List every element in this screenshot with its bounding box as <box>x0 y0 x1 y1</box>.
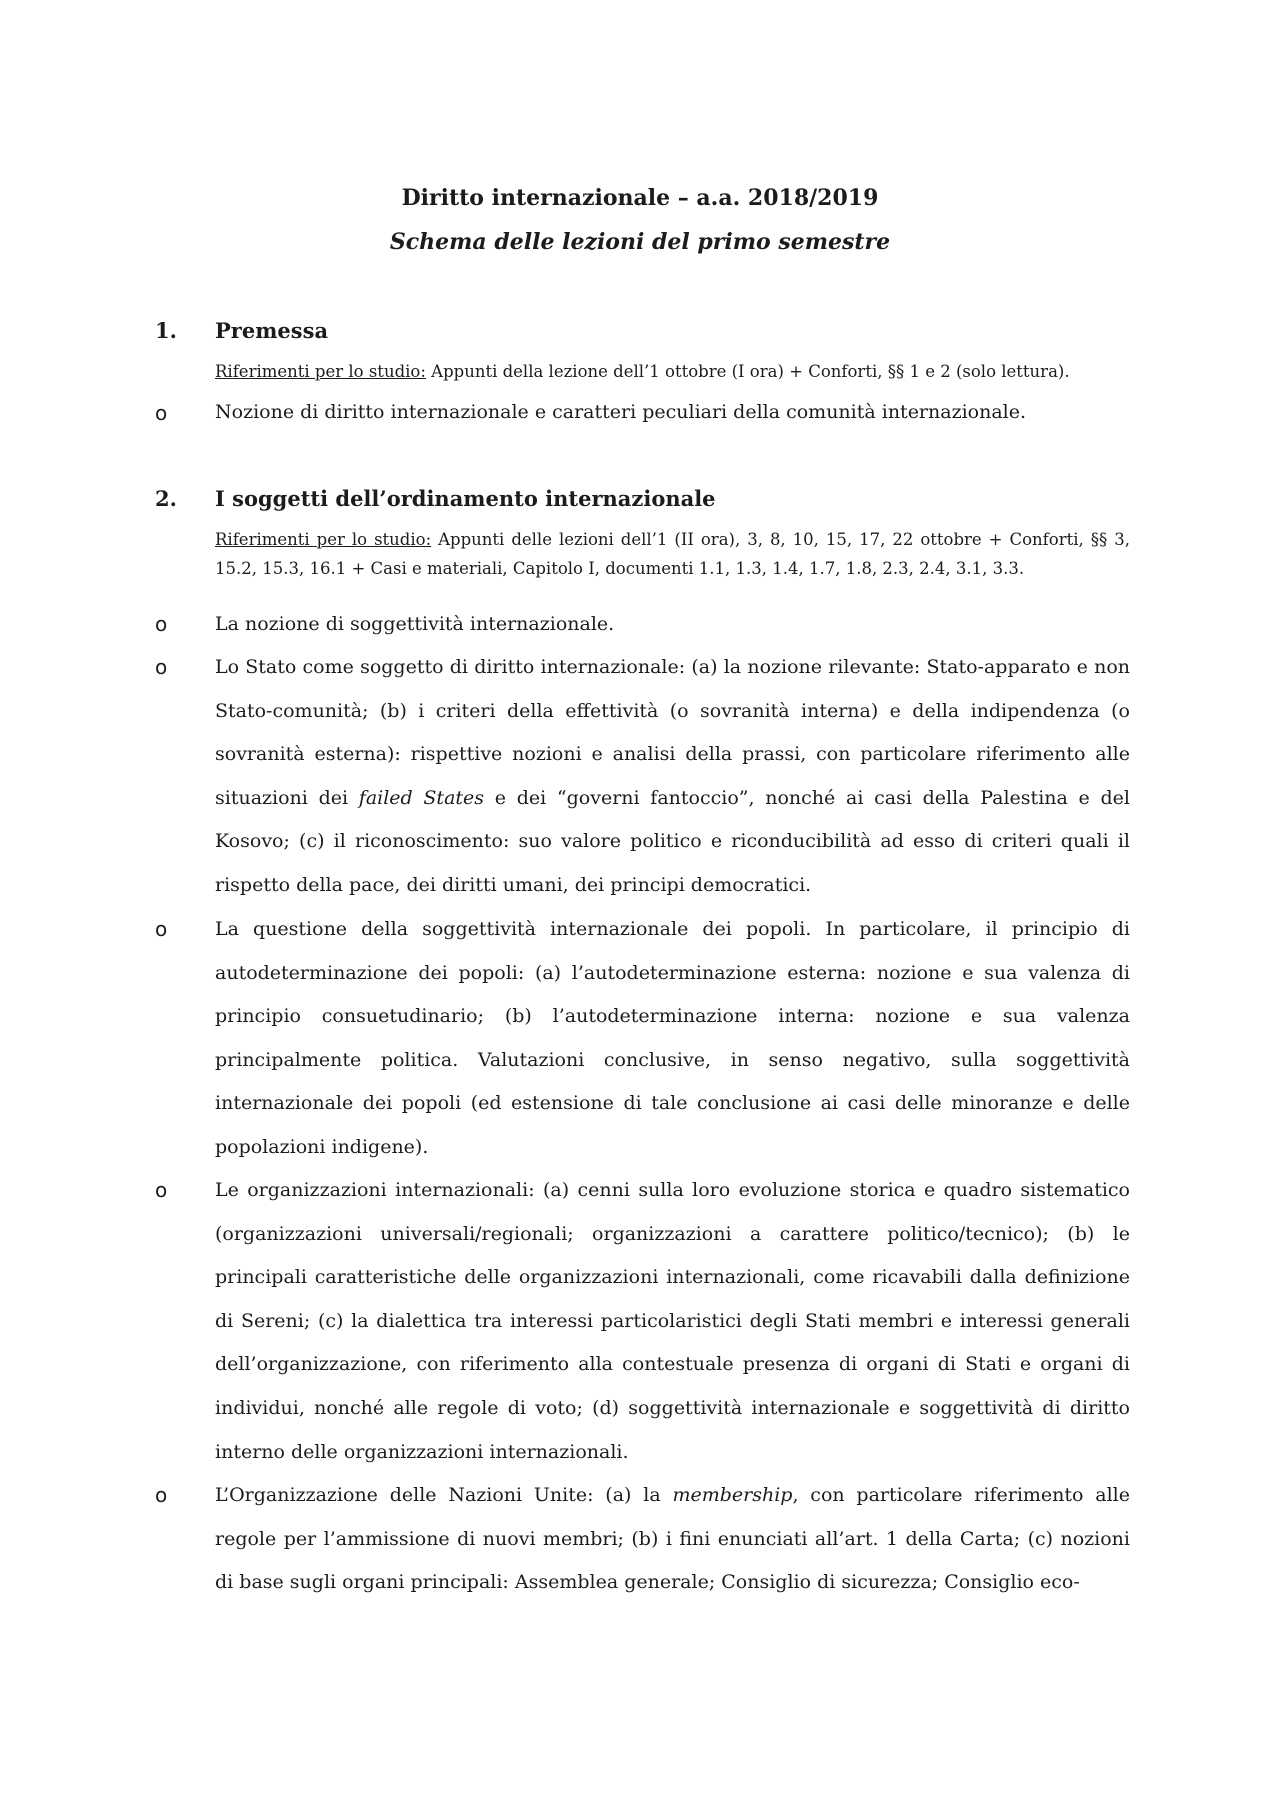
bullet-icon: o <box>155 917 168 941</box>
bullet-icon: o <box>155 655 168 679</box>
document-title: Diritto internazionale – a.a. 2018/2019 <box>401 185 879 211</box>
bullet-icon: o <box>155 1483 168 1507</box>
item-emphasis: membership <box>672 1484 793 1506</box>
list-item: Le organizzazioni internazionali: (a) cenni sulla loro evoluzione storica e quadro sistematico (organizzazioni universali/regionali; organizzazioni a carattere politico/tecnico); (b) le principali caratteristiche delle organizzazioni internazionali, come ricavabili dalla definizione di Sereni; (c) la dialettica tra interessi particolaristici degli Stati membri e interessi generali dell’organizzazione, con riferimento alla contestuale presenza di organi di Stati e organi di individui, nonché alle regole di voto; (d) soggettività internazionale e soggettività di diritto interno delle organizzazioni internazionali. <box>215 1179 1130 1463</box>
section-number: 1. <box>155 318 177 343</box>
list-item <box>215 1474 1130 1605</box>
references-label: Riferimenti per lo studio: <box>215 362 426 381</box>
list-item <box>215 646 1130 908</box>
bullet-icon: o <box>155 401 168 425</box>
references-text: Appunti delle lezioni dell’1 (II ora), 3, 8, 10, 15, 17, 22 ottobre + Conforti, §§ 3, 15.2, 15.3, 16.1 + Casi e materiali, Capitolo I, documenti 1.1, 1.3, 1.4, 1.7, 1.8, 2.3, 2.4, 3.1, 3.3. <box>215 530 1130 578</box>
study-references <box>215 357 1130 386</box>
document-subtitle: Schema delle lezioni del primo semestre <box>389 229 891 255</box>
references-text: Appunti della lezione dell’1 ottobre (I ora) + Conforti, §§ 1 e 2 (solo lettura). <box>425 362 1070 381</box>
item-text: , con particolare riferimento alle regole per l’ammissione di nuovi membri; (b) i fini enunciati all’art. 1 della Carta; (c) nozioni di base sugli organi principali: Assemblea generale; Consiglio di sicurezza; Consiglio eco- <box>215 1484 1130 1594</box>
section-number: 2. <box>155 486 177 511</box>
item-text: Lo Stato come soggetto di diritto internazionale: (a) la nozione rilevante: Stato-apparato e non Stato-comunità; (b) i criteri della effettività (o sovranità interna) e della indipendenza (o sovranità esterna): rispettive nozioni e analisi della prassi, con particolare riferimento alle situazioni dei <box>215 656 1130 809</box>
item-text: L’Organizzazione delle Nazioni Unite: (a) la <box>215 1484 673 1506</box>
item-text: e dei “governi fantoccio”, nonché ai casi della Palestina e del Kosovo; (c) il riconoscimento: suo valore politico e riconducibilità ad esso di criteri quali il rispetto della pace, dei diritti umani, dei principi democratici. <box>215 786 1130 896</box>
bullet-icon: o <box>155 612 168 636</box>
list-item: La questione della soggettività internazionale dei popoli. In particolare, il principio di autodeterminazione dei popoli: (a) l’autodeterminazione esterna: nozione e sua valenza di principio consuetudinario; (b) l’autodeterminazione interna: nozione e sua valenza principalmente politica. Valutazioni conclusive, in senso negativo, sulla soggettività internazionale dei popoli (ed estensione di tale conclusione ai casi delle minoranze e delle popolazioni indigene). <box>215 918 1130 1158</box>
list-item: Nozione di diritto internazionale e caratteri peculiari della comunità internazionale. <box>215 401 1027 423</box>
section-title: Premessa <box>215 318 329 343</box>
references-label: Riferimenti per lo studio: <box>215 530 432 549</box>
section-title: I soggetti dell’ordinamento internazionale <box>215 486 716 511</box>
list-item: La nozione di soggettività internazionale. <box>215 613 615 635</box>
study-references <box>215 525 1130 583</box>
bullet-icon: o <box>155 1178 168 1202</box>
item-emphasis: failed States <box>358 786 485 809</box>
